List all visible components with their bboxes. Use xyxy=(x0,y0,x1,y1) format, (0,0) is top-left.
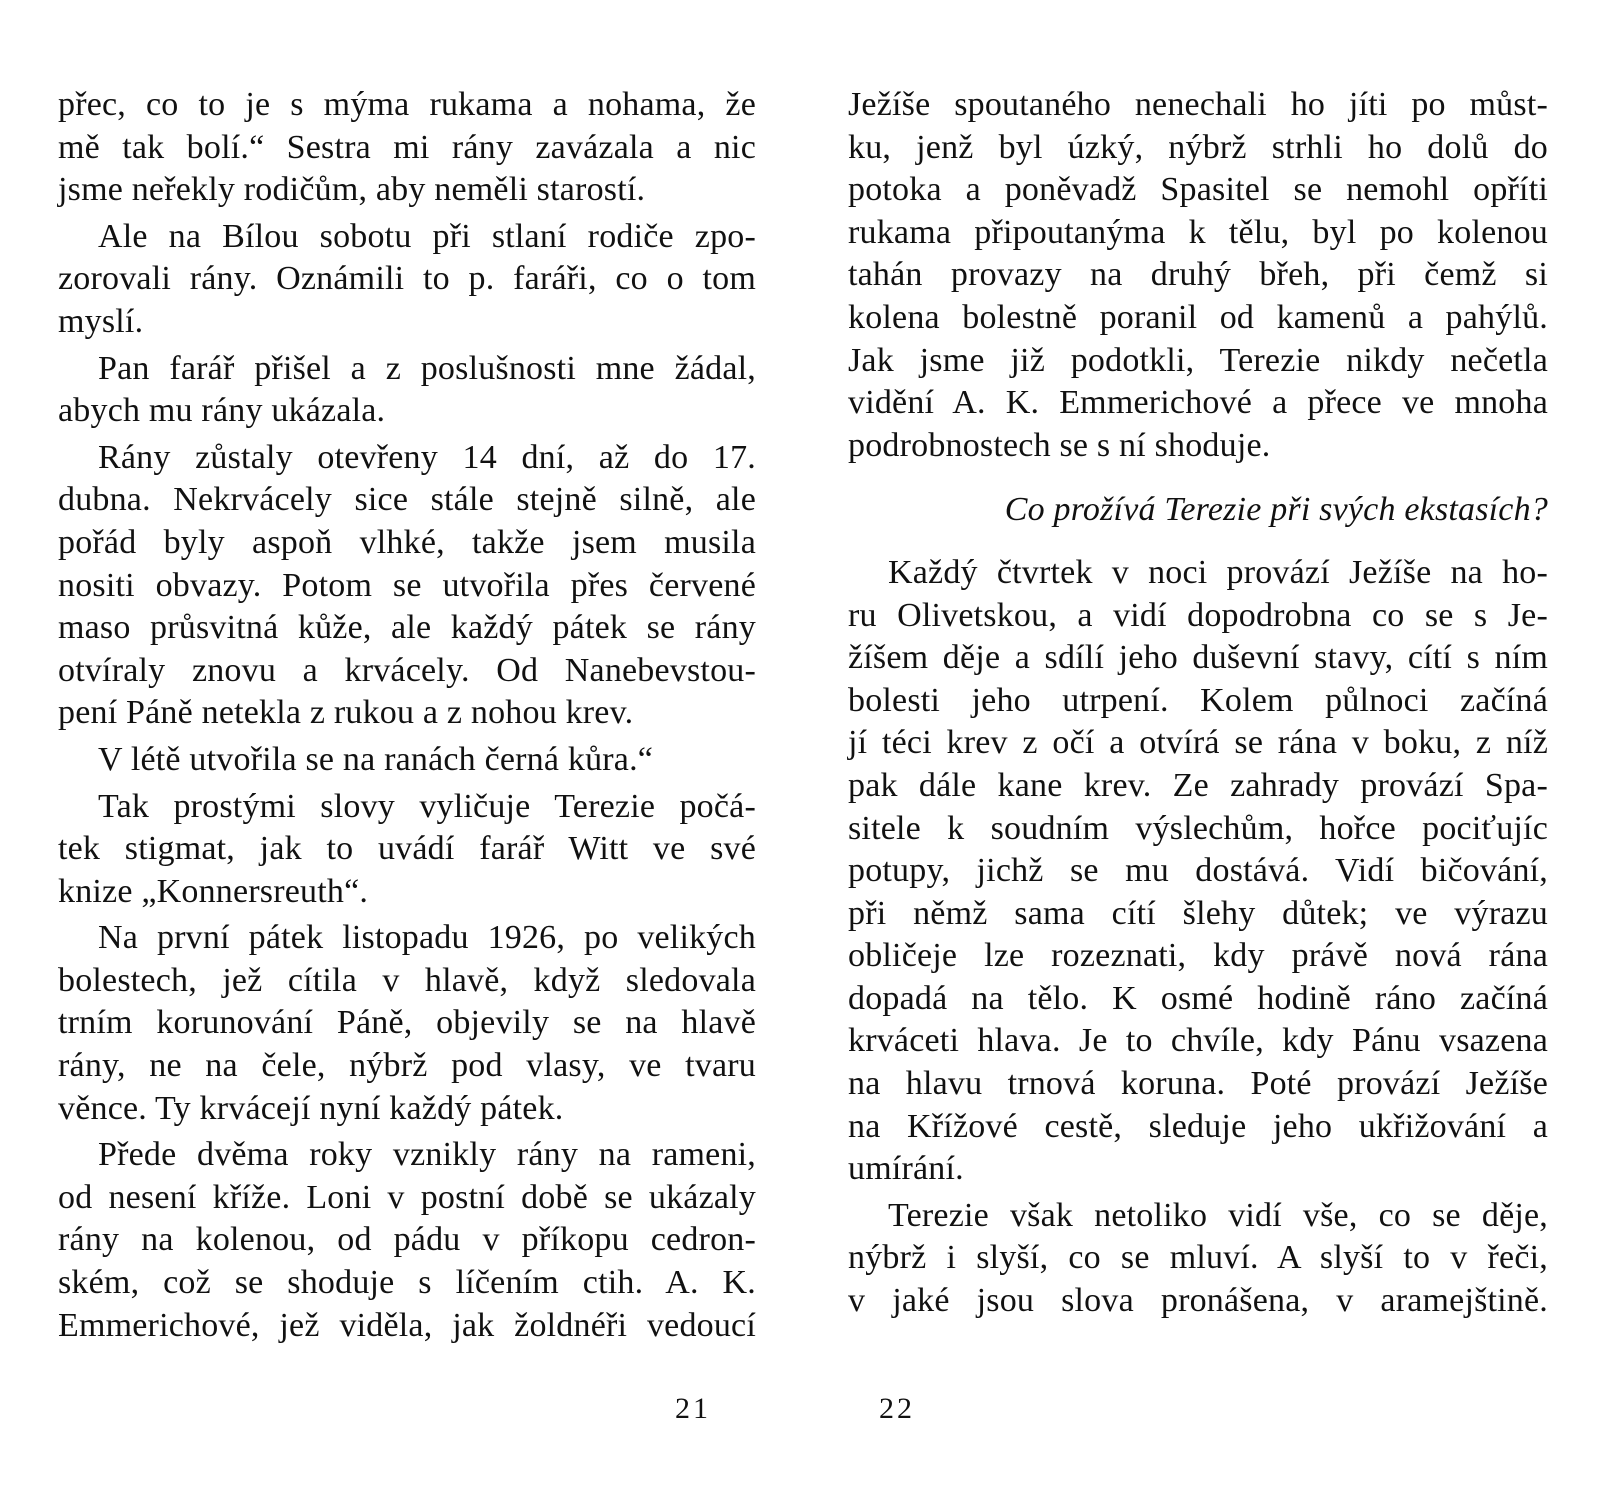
text-line: Na první pátek listopadu 1926, po velikých xyxy=(98,919,756,957)
text-line: obličeje lze rozeznati, kdy právě nová rána xyxy=(848,937,1548,975)
text-line: při němž sama cítí šlehy důtek; ve výrazu xyxy=(848,894,1548,932)
text-line: Terezie však netoliko vidí vše, co se děje, xyxy=(888,1196,1548,1234)
text-line: ru Olivetskou, a vidí dopodrobna co se s Je- xyxy=(848,596,1548,634)
paragraph xyxy=(58,786,756,914)
text-line: dopadá na tělo. K osmé hodině ráno začíná xyxy=(848,979,1548,1017)
paragraph xyxy=(58,437,756,735)
text-line: Přede dvěma roky vznikly rány na rameni, xyxy=(98,1136,756,1174)
text-line: pení Páně netekla z rukou a z nohou krev. xyxy=(58,694,634,732)
text-line: V létě utvořila se na ranách černá kůra.“ xyxy=(98,740,654,778)
page-number: 22 xyxy=(879,1392,915,1425)
right-page xyxy=(809,0,1618,1500)
text-line: ském, což se shoduje s líčením ctih. A. K. xyxy=(58,1264,756,1302)
text-line: vidění A. K. Emmerichové a přece ve mnoha xyxy=(848,384,1548,422)
text-line: nýbrž i slyší, co se mluví. A slyší to v řeči, xyxy=(848,1239,1548,1277)
text-line: podrobnostech se s ní shoduje. xyxy=(848,426,1271,464)
left-page-text xyxy=(58,84,756,1351)
text-line: tek stigmat, jak to uvádí farář Witt ve své xyxy=(58,830,756,868)
text-line: Emmerichové, jež viděla, jak žoldnéři vedoucí xyxy=(58,1306,756,1344)
text-line: sitele k soudním výslechům, hořce pociťujíc xyxy=(848,809,1548,847)
text-line: ku, jenž byl úzký, nýbrž strhli ho dolů do xyxy=(848,128,1548,166)
text-line: rukama připoutanýma k tělu, byl po kolenou xyxy=(848,213,1548,251)
text-line: krváceti hlava. Je to chvíle, kdy Pánu vsazena xyxy=(848,1022,1548,1060)
text-line: v jaké jsou slova pronášena, v aramejštině. xyxy=(848,1282,1548,1320)
text-line: Každý čtvrtek v noci provází Ježíše na ho- xyxy=(888,553,1548,591)
section-heading: Co prožívá Terezie při svých ekstasích? xyxy=(1004,491,1548,529)
text-line: dubna. Nekrvácely sice stále stejně silně, ale xyxy=(58,481,756,519)
text-line: Jak jsme již podotkli, Terezie nikdy nečetla xyxy=(848,341,1548,379)
paragraph xyxy=(848,1195,1548,1323)
text-line: nositi obvazy. Potom se utvořila přes červené xyxy=(58,566,756,604)
text-line: kolena bolestně poranil od kamenů a pahýlů. xyxy=(848,298,1548,336)
text-line: myslí. xyxy=(58,302,144,340)
paragraph xyxy=(58,348,756,433)
text-line: Rány zůstaly otevřeny 14 dní, až do 17. xyxy=(98,438,756,476)
text-line: Ale na Bílou sobotu při stlaní rodiče zpo- xyxy=(98,217,756,255)
paragraph xyxy=(848,552,1548,1191)
text-line: Pan farář přišel a z poslušnosti mne žádal, xyxy=(98,349,756,387)
paragraph xyxy=(58,216,756,344)
text-line: jí téci krev z očí a otvírá se rána v boku, z níž xyxy=(848,724,1548,762)
text-line: pořád byly aspoň vlhké, takže jsem musila xyxy=(58,523,756,561)
text-line: přec, co to je s mýma rukama a nohama, že xyxy=(58,86,756,123)
text-line: otvíraly znovu a krvácely. Od Nanebevstou- xyxy=(58,651,756,689)
text-line: bolesti jeho utrpení. Kolem půlnoci začíná xyxy=(848,681,1548,719)
paragraph xyxy=(58,917,756,1130)
text-line: bolestech, jež cítila v hlavě, když sledovala xyxy=(58,961,756,999)
text-line: potupy, jichž se mu dostává. Vidí bičování, xyxy=(848,852,1548,890)
paragraph xyxy=(58,739,756,782)
text-line: zorovali rány. Oznámili to p. faráři, co o tom xyxy=(58,260,756,298)
text-line: žíšem děje a sdílí jeho duševní stavy, cítí s ním xyxy=(848,639,1548,677)
page-number: 21 xyxy=(675,1392,711,1425)
paragraph xyxy=(58,84,756,212)
text-line: mě tak bolí.“ Sestra mi rány zavázala a nic xyxy=(58,128,756,166)
text-line: maso průsvitná kůže, ale každý pátek se rány xyxy=(58,609,756,647)
text-line: Tak prostými slovy vyličuje Terezie počá- xyxy=(98,787,756,825)
text-line: abych mu rány ukázala. xyxy=(58,392,386,430)
text-line: jsme neřekly rodičům, aby neměli starostí. xyxy=(58,171,646,209)
text-line: potoka a poněvadž Spasitel se nemohl opříti xyxy=(848,171,1548,209)
text-line: věnce. Ty krvácejí nyní každý pátek. xyxy=(58,1089,564,1127)
text-line: rány na kolenou, od pádu v příkopu cedron- xyxy=(58,1221,756,1259)
text-line: na Křížové cestě, sleduje jeho ukřižování a xyxy=(848,1107,1548,1145)
text-line: umírání. xyxy=(848,1150,964,1188)
right-page-text xyxy=(848,84,1548,1327)
text-line: od nesení kříže. Loni v postní době se ukázaly xyxy=(58,1178,756,1216)
paragraph xyxy=(848,84,1548,467)
paragraph xyxy=(58,1134,756,1347)
text-line: tahán provazy na druhý břeh, při čemž si xyxy=(848,256,1548,294)
text-line: na hlavu trnová koruna. Poté provází Ježíše xyxy=(848,1065,1548,1103)
text-line: pak dále kane krev. Ze zahrady provází Spa- xyxy=(848,766,1548,804)
text-line: knize „Konnersreuth“. xyxy=(58,872,369,910)
text-line: trním korunování Páně, objevily se na hlavě xyxy=(58,1004,756,1042)
text-line: rány, ne na čele, nýbrž pod vlasy, ve tvaru xyxy=(58,1047,756,1085)
text-line: Ježíše spoutaného nenechali ho jíti po můst- xyxy=(848,86,1548,123)
